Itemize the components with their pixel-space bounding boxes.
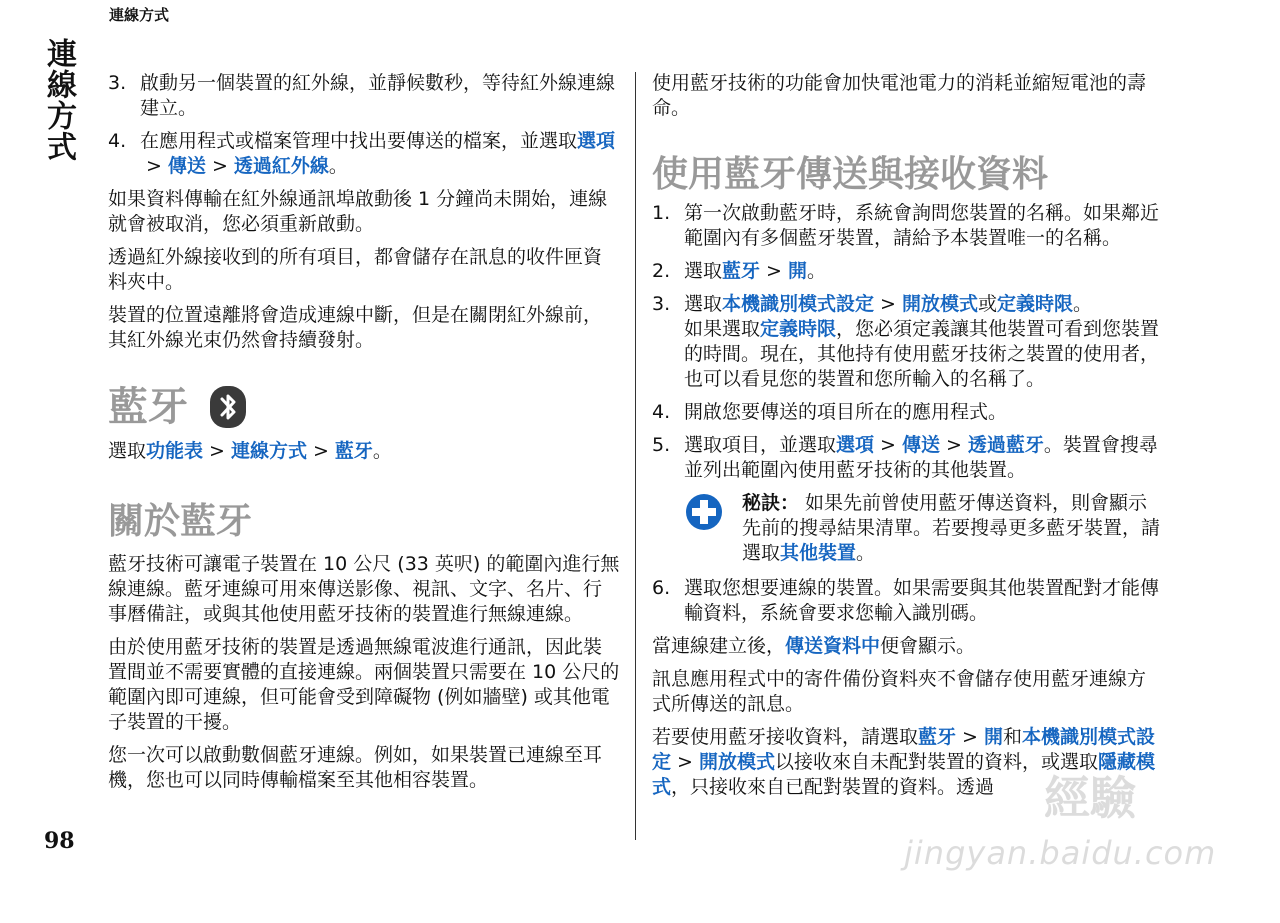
link-other-devices[interactable]: 其他裝置 [780,542,857,564]
plus-circle-icon [685,493,723,531]
path-separator: > [880,434,896,456]
paragraph-sent-folder: 訊息應用程式中的寄件備份資料夾不會儲存使用藍牙連線方式所傳送的訊息。 [652,668,1147,715]
link-open-mode[interactable]: 開放模式 [901,293,978,315]
path-separator: > [146,155,162,177]
step-text-end: 。 [1073,293,1093,315]
bluetooth-steps [652,201,1164,483]
tip-box [652,491,1164,566]
list-item [652,259,1164,284]
link-bluetooth[interactable]: 藍牙 [334,440,373,462]
infrared-steps [108,71,620,179]
link-sending-data[interactable]: 傳送資料中 [785,635,881,657]
step-number: 2. [652,260,671,282]
step-number: 4. [652,401,671,423]
step-text: 開啟您要傳送的項目所在的應用程式。 [684,401,1008,423]
text: 便會顯示。 [880,635,976,657]
link-send[interactable]: 傳送 [901,434,940,456]
link-options[interactable]: 選項 [836,434,875,456]
bluetooth-menu-path [108,439,620,464]
paragraph-connection [652,634,1164,659]
paragraph-distance: 裝置的位置遠離將會造成連線中斷，但是在關閉紅外線前，其紅外線光束仍然會持續發射。 [108,304,603,351]
path-separator: > [677,751,693,773]
step-number: 5. [652,434,671,456]
list-item [652,576,1164,626]
link-on[interactable]: 開 [787,260,807,282]
link-connectivity[interactable]: 連線方式 [230,440,307,462]
path-separator: > [209,440,225,462]
list-item [108,129,620,179]
link-on[interactable]: 開 [983,726,1003,748]
watermark-text: jingyan.baidu.com [904,834,1217,872]
step-number: 4. [108,130,127,152]
link-menu[interactable]: 功能表 [146,440,204,462]
tip-text-end: 。 [856,542,876,564]
text: ，只接收來自已配對裝置的資料。透過 [671,776,995,798]
link-send[interactable]: 傳送 [167,155,206,177]
path-separator: > [211,155,228,177]
bluetooth-icon [210,386,246,428]
page-number: 98 [44,828,75,854]
right-column [652,71,1164,808]
bluetooth-heading: 藍牙 [108,384,188,430]
step-text: 選取您想要連線的裝置。如果需要與其他裝置配對才能傳輸資料，系統會要求您輸入識別碼。 [684,577,1160,624]
side-tab-label: 連線方式 [41,38,76,162]
step-text-end: 。 [806,260,826,282]
step-text: 選取 [684,293,723,315]
step-text: 第一次啟動藍牙時，系統會詢問您裝置的名稱。如果鄰近範圍內有多個藍牙裝置，請給予本裝置唯一的名稱。 [684,202,1160,249]
list-item [652,201,1164,251]
step-number: 1. [652,202,671,224]
bluetooth-heading-row [108,381,620,433]
step-text: 選取項目，並選取 [684,434,837,456]
step-text: ，您必須定義讓其他裝置可看到您裝置的時間。現在，其他持有使用藍牙技術之裝置的使用者，也可以看見您的裝置和您所輸入的名稱了。 [684,318,1160,390]
list-item [108,71,620,121]
step-text: 如果選取 [684,318,761,340]
link-visibility-settings[interactable]: 本機識別模式設定 [652,726,1155,773]
paragraph-battery: 使用藍牙技術的功能會加快電池電力的消耗並縮短電池的壽命。 [652,72,1147,119]
step-number: 3. [652,293,671,315]
step-text: 選取 [684,260,723,282]
link-via-infrared[interactable]: 透過紅外線 [233,155,329,177]
step-number: 3. [108,72,127,94]
step-text-end: 。裝置會搜尋並列出範圍內使用藍牙技術的其他裝置。 [684,434,1158,481]
tip-label: 秘訣： [742,492,800,514]
step-text: 啟動另一個裝置的紅外線，並靜候數秒，等待紅外線連線建立。 [140,72,616,119]
paragraph-timeout: 如果資料傳輸在紅外線通訊埠啟動後 1 分鐘尚未開始，連線就會被取消，您必須重新啟動。 [108,188,608,235]
link-via-bluetooth[interactable]: 透過藍牙 [967,434,1044,456]
step-text: 在應用程式或檔案管理中找出要傳送的檔案，並選取 [140,130,578,152]
link-define-period-2[interactable]: 定義時限 [760,318,837,340]
link-bluetooth[interactable]: 藍牙 [722,260,761,282]
running-header: 連線方式 [109,6,170,24]
paragraph-about-2: 由於使用藍牙技術的裝置是透過無線電波進行通訊，因此裝置間並不需要實體的直接連線。兩個裝置只需要在 10 公尺的範圍內即可連線，但可能會受到障礙物 (例如牆壁) 或其他電子裝置的干擾。 [108,636,620,733]
path-separator: > [880,293,896,315]
watermark [904,740,1217,872]
bluetooth-steps-cont [652,576,1164,626]
path-separator: > [766,260,782,282]
text-or: 或 [977,293,997,315]
link-hidden-mode[interactable]: 隱藏模式 [652,751,1155,798]
step-number: 6. [652,577,671,599]
about-bluetooth-heading: 關於藍牙 [108,501,253,542]
paragraph-about-3: 您一次可以啟動數個藍牙連線。例如，如果裝置已連線至耳機，您也可以同時傳輸檔案至其他相容裝置。 [108,744,603,791]
send-receive-heading: 使用藍牙傳送與接收資料 [652,154,1049,195]
tip-text: 如果先前曾使用藍牙傳送資料，則會顯示先前的搜尋結果清單。若要搜尋更多藍牙裝置，請選取 [742,492,1161,564]
text: 當連線建立後， [652,635,786,657]
path-separator: > [962,726,978,748]
path-separator: > [945,434,962,456]
link-options[interactable]: 選項 [577,130,616,152]
left-column [108,71,620,801]
link-define-period[interactable]: 定義時限 [996,293,1073,315]
link-visibility-settings[interactable]: 本機識別模式設定 [722,293,875,315]
text: 以接收來自未配對裝置的資料，或選取 [774,751,1098,773]
list-item [652,292,1164,392]
text-select: 選取 [108,440,147,462]
link-open-mode[interactable]: 開放模式 [698,751,775,773]
link-bluetooth[interactable]: 藍牙 [918,726,957,748]
path-separator: > [312,440,329,462]
column-divider [635,72,636,840]
list-item [652,433,1164,483]
text-end: 。 [372,440,392,462]
watermark-label: 經驗 [1044,771,1136,825]
list-item [652,400,1164,425]
text: 若要使用藍牙接收資料，請選取 [652,726,919,748]
text-and: 和 [1002,726,1022,748]
paragraph-about-1: 藍牙技術可讓電子裝置在 10 公尺 (33 英呎) 的範圍內進行無線連線。藍牙連線可用來傳送影像、視訊、文字、名片、行事曆備註，或與其他使用藍牙技術的裝置進行無線連線。 [108,553,620,625]
step-text-end: 。 [328,155,348,177]
paragraph-inbox: 透過紅外線接收到的所有項目，都會儲存在訊息的收件匣資料夾中。 [108,246,603,293]
